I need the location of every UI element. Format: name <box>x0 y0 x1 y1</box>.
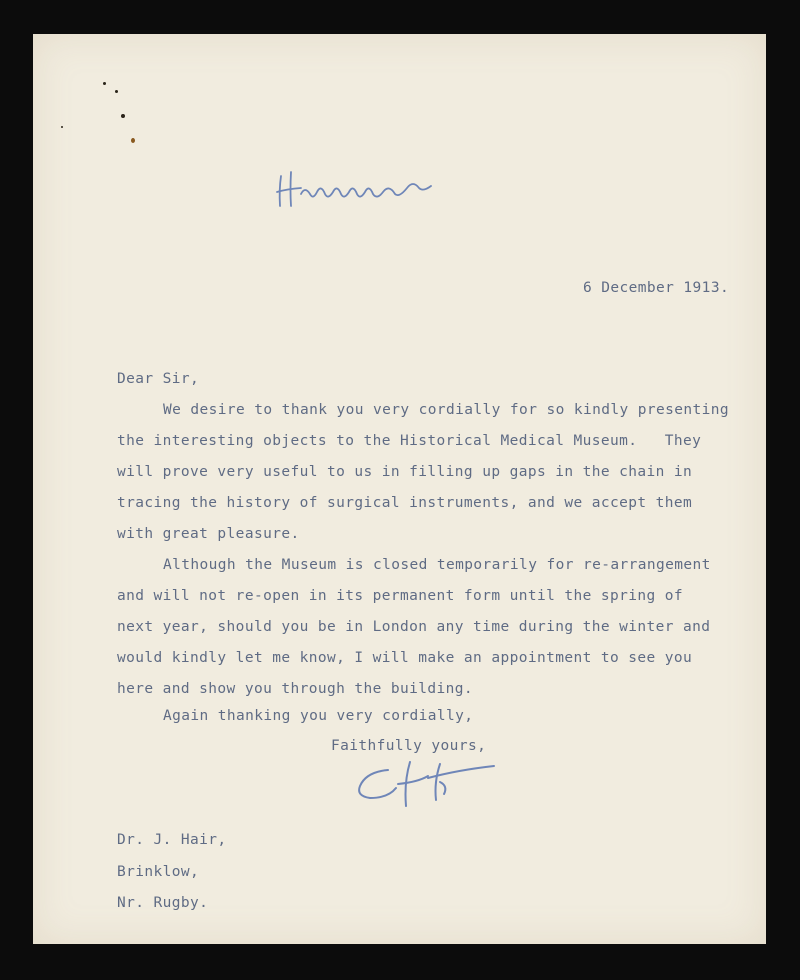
handwritten-note-scribble <box>273 164 443 214</box>
pin-hole <box>131 138 135 143</box>
body-line: We desire to thank you very cordially for so kindly presenting <box>163 402 730 418</box>
signature-initials <box>348 756 498 812</box>
body-line: would kindly let me know, I will make an appointment to see you <box>117 650 693 666</box>
body-line: next year, should you be in London any time during the winter and <box>117 619 711 635</box>
closing-line: Again thanking you very cordially, <box>163 708 474 724</box>
pin-hole <box>103 82 106 85</box>
body-line: and will not re-open in its permanent form until the spring of <box>117 588 684 604</box>
valediction: Faithfully yours, <box>331 738 487 754</box>
salutation: Dear Sir, <box>117 371 200 387</box>
address-line: Dr. J. Hair, <box>117 832 227 848</box>
pin-hole <box>115 90 118 93</box>
address-line: Brinklow, <box>117 864 200 880</box>
pin-hole <box>121 114 125 118</box>
address-line: Nr. Rugby. <box>117 895 209 911</box>
body-line: with great pleasure. <box>117 526 300 542</box>
body-line: Although the Museum is closed temporarily for re-arrangement <box>163 557 711 573</box>
body-line: here and show you through the building. <box>117 681 474 697</box>
body-line: the interesting objects to the Historical Medical Museum. They <box>117 433 702 449</box>
body-line: tracing the history of surgical instruments, and we accept them <box>117 495 693 511</box>
letter-page <box>33 34 766 944</box>
body-line: will prove very useful to us in filling up gaps in the chain in <box>117 464 693 480</box>
letter-date: 6 December 1913. <box>583 280 730 296</box>
pin-hole <box>61 126 63 128</box>
